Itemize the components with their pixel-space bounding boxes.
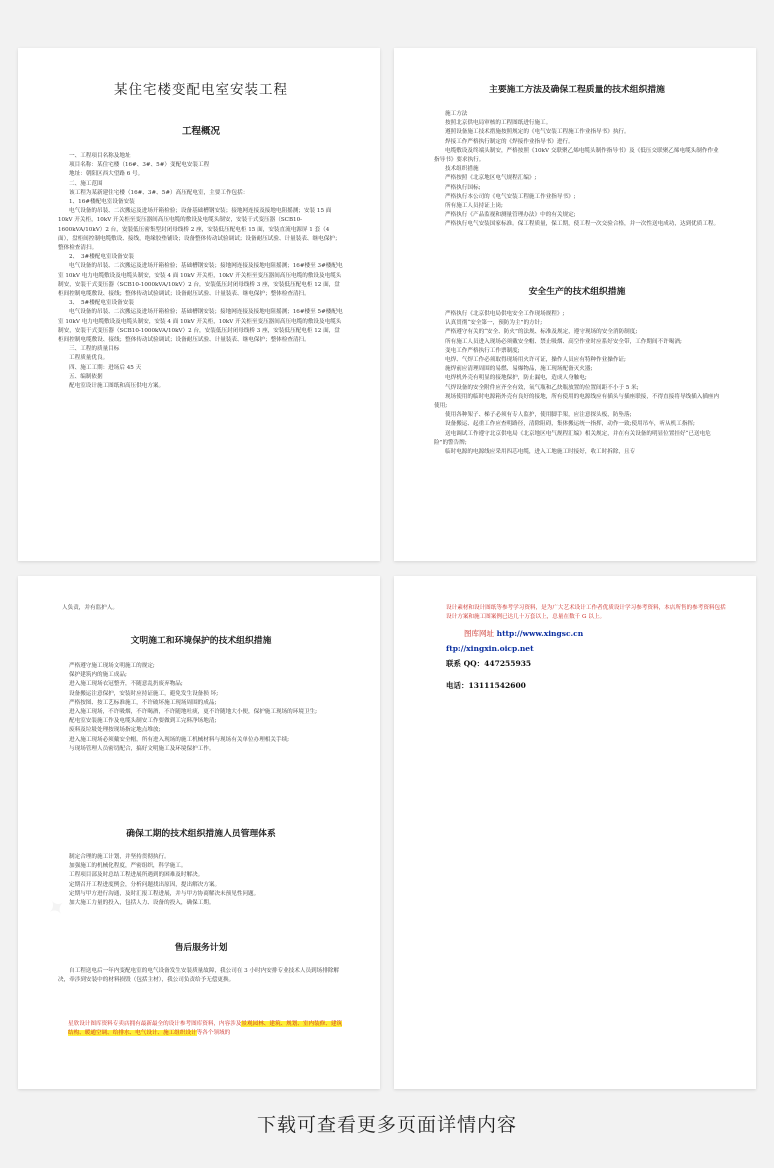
section-title: 工程概况 xyxy=(181,126,220,137)
text-line: 保护建筑内的施工成品; xyxy=(69,672,127,679)
more-pages-caption: 下载可查看更多页面详情内容 xyxy=(256,1114,517,1136)
text-line: 遵照设备施工技术措施按照规定的《电气安装工程施工作业指导书》执行。 xyxy=(445,129,630,136)
text-line: 地址：朝阳区西大望路 6 号。 xyxy=(69,171,144,178)
text-line: 变电工作严格执行工作票制度; xyxy=(445,347,520,354)
document-page-1 xyxy=(18,48,380,561)
text-line: 进入施工现场必须戴安全帽，所有进入现场的施工机械材料与现场有关单位办理相关手续; xyxy=(69,736,290,743)
site-row: 图库网址 http://www.xingsc.cn xyxy=(464,629,584,638)
text-line: 制定合理的施工计划，并坚持贯彻执行。 xyxy=(69,854,170,860)
text-line: 电气设备的吊装、二次搬运及进场开箱检验；设备基础槽钢安装；接地网连接及接地电阻摇测；安装 15 面 10kV 开关柜，10kV 开关柜至变压器间高压电缆的敷设及电缆头制安，安装干式变压器（SCB10-1600kVA/10kV）2 台，安装低压密集型封闭母线桥 2 座，安装低压配电柜 15 面，安装直流电源屏 1 套（4 面），盘柜间控制电缆敷设、接线，绝缘胶垫铺设；设备整体传动试验调试；设备耐压试验、计量装表、继电保护；整体检查清扫。 xyxy=(58,208,341,252)
section-title: 确保工期的技术组织措施人员管理体系 xyxy=(126,829,276,839)
document-title: 某住宅楼变配电室安装工程 xyxy=(114,82,288,98)
text-line: 按照北京供电局审核的工程图纸进行施工。 xyxy=(445,120,552,127)
phone-contact: 电话：13111542600 xyxy=(446,681,526,690)
text-line: 严格执行《北京供电局供电安全工作现场规程》; xyxy=(445,311,565,317)
text-line: 认真贯彻“安全第一，预防为主”的方针; xyxy=(445,320,543,327)
text-line: 严格按照《北京地区电气规程汇编》; xyxy=(445,175,537,182)
text-line: 焊接工作严格执行制定的《焊接作业指导书》进行。 xyxy=(445,138,574,145)
qq-contact: 联系 QQ：447255935 xyxy=(446,659,532,668)
notice-text: 设计素材和设计图纸等参考学习资料，是为广大艺术设计工作者优质设计学习参考资料，本店所售的参考资料包括设计方案和施工图案例已达几十万套以上，总量在数千 G 以上。 xyxy=(446,605,726,620)
text-line: 该工程为某新建住宅楼（16#、3#、5#）高压配电室，主要工作包括： xyxy=(69,189,249,196)
text-line: 五、编制依据 xyxy=(69,373,103,380)
text-line: 电焊、气焊工作必须取得现场用火许可证，操作人员应有特种作业操作证; xyxy=(445,357,626,364)
section-body xyxy=(58,662,344,754)
section-title: 售后服务计划 xyxy=(174,943,228,953)
promo-text: 星欣设计图库资料专卖店拥有最新最全的设计参考图库资料，内容涉及景观园林、建筑、规划、室内装修、建筑结构、暖通空调、给排水、电气设计、施工组织设计等各个领域的 xyxy=(68,1021,343,1036)
section-body xyxy=(434,110,720,230)
text-line: 二、施工范围 xyxy=(69,180,103,187)
text-line: 技术组织措施 xyxy=(445,166,479,173)
text-line: 所有施工人员进入现场必须戴安全帽、禁止吸烟、高空作业时应系好安全带，工作期间不许喝酒; xyxy=(445,338,682,345)
continued-line: 人负责，并有监护人。 xyxy=(62,605,118,611)
text-line: 电气设备的吊装、二次搬运及进场开箱检验；基础槽钢安装；接地网连接及接地电阻摇测；16#楼至 5#楼配电室 10kV 电力电缆敷设及电缆头制安，安装 4 面 10kV 开关柜，10kV 开关柜至变压器间高压电缆的敷设及电缆头制安，安装干式变压器（SCB10-1000kVA/10kV）2 台，安装低压封闭母线桥 3 座，安装低压配电柜 12 面，盘柜间控制电缆敷设、接线；整体传动试验调试；设备耐压试验、计量装表、继电保护；整体检查清扫。 xyxy=(58,309,343,344)
section-body xyxy=(434,310,720,457)
text-line: 严格遵守有关的“安全、防火”的法规、标准及规定，遵守现场的安全消防制度; xyxy=(445,329,638,336)
text-line: 配电室安装施工作及电缆头制安工作要做到工完料净场地清; xyxy=(69,718,217,725)
text-line: 废料及垃圾处理按现场指定地点堆放; xyxy=(69,727,161,734)
section-title: 安全生产的技术组织措施 xyxy=(528,287,626,297)
text-line: 电焊机外壳有明显的接地保护，防止漏电，造成人身触电; xyxy=(445,375,587,382)
text-line: 进入施工现场，不许吸烟，不许喝酒，不许随地吐痰，更不许随地大小便，保护施工现场的环境卫生; xyxy=(69,709,318,716)
text-line: 3、 5#楼配电室设备安装 xyxy=(69,300,134,307)
document-page-3 xyxy=(18,576,380,1089)
text-line: 严格执行《产品监视和测量管理办法》中的有关规定; xyxy=(445,212,576,219)
text-line: 配电室设计施工图纸和高压供电方案。 xyxy=(69,383,165,390)
site-link[interactable]: http://www.xingsc.cn xyxy=(496,629,584,638)
text-line: 定期召开工程进度例会，分析问题找出原因，提出解决方案。 xyxy=(69,881,221,888)
text-line: 进入施工现场衣冠整齐，不随意乱扔废弃物品; xyxy=(69,681,183,688)
text-line: 严格执行本公司的《电气安装工程施工作业指导书》; xyxy=(445,193,576,200)
text-line: 项目名称：某住宅楼（16#、3#、5#）变配电安装工程 xyxy=(69,162,210,169)
text-line: 1、16#楼配电室设备安装 xyxy=(69,199,135,206)
text-line: 严格遵守施工现场文明施工的规定; xyxy=(69,663,155,669)
text-line: 临时电源的电源线应采用四芯电缆，进入工地施工时接好，收工时拆除，且专 xyxy=(445,449,636,456)
text-line: 与现场管理人员密切配合，搞好文明施工及环境保护工作。 xyxy=(69,745,215,752)
ftp-link[interactable]: ftp://xingxin.oicp.net xyxy=(446,644,534,653)
text-line: 定期与甲方进行沟通，及时汇报工程进展，并与甲方协商解决未预见性问题。 xyxy=(69,890,260,897)
text-line: 气焊设备的安全附件应齐全有效，氧气瓶和乙炔瓶放置的位置间距不小于 5 米; xyxy=(445,384,639,391)
text-line: 施焊前应清理周围的易燃、易爆物品，施工现场配备灭火器; xyxy=(445,366,593,373)
section-body xyxy=(58,152,344,391)
text-line: 2、 3#楼配电室设备安装 xyxy=(69,254,134,261)
text-line: 加大施工力量的投入，包括人力、设备的投入，确保工期。 xyxy=(69,900,215,907)
section-title: 主要施工方法及确保工程质量的技术组织措施 xyxy=(489,85,665,95)
text-line: 三、工程的质量目标 xyxy=(69,346,120,353)
text-line: 四、施工工期：进场后 45 天 xyxy=(69,364,142,371)
document-page-2 xyxy=(394,48,756,561)
text-line: 一、工程项目名称及地址 xyxy=(69,153,131,159)
text-line: 使用各种架子、梯子必须有专人监护，使用脚手架，应注意探头板，防坠落; xyxy=(445,412,632,419)
text-line: 电气设备的吊装、二次搬运及进场开箱检验；基础槽钢安装；接地网连接及接地电阻摇测；16#楼至 3#楼配电室 10kV 电力电缆敷设及电缆头制安，安装 4 面 10kV 开关柜，10kV 开关柜至变压器间高压电缆的敷设及电缆头制安，安装干式变压器（SCB10-1000kVA/10kV）2 台，安装低压封闭母线桥 3 座，安装低压配电柜 12 面，盘柜间控制电缆敷设、接线；整体传动试验调试；设备耐压试验、计量装表、继电保护；整体检查清扫。 xyxy=(58,263,343,298)
text-line: 设备搬运、起重工作应查明路径，清除阻碍，集体搬运统一指挥，动作一致;使用吊车，听从机工指挥; xyxy=(445,421,695,428)
text-line: 工程项目部及时总结工程进展所遇到的困难及时解决。 xyxy=(69,872,204,879)
text-line: 所有施工人员持证上岗; xyxy=(445,203,503,210)
section-title: 文明施工和环境保护的技术组织措施 xyxy=(130,636,272,646)
section-body: 自工程送电后一年内变配电室的电气设备发生安装质量故障，我公司在 3 小时内安排专业技术人员到场排除解决，牵涉到安装中的材料损毁（包括主材），我公司负责给予无偿更换。 xyxy=(58,968,340,984)
section-body xyxy=(58,853,344,908)
text-line: 现场使用的临时电源箱外壳有良好的接地，所有使用的电源线应有插头与插座联接，不得直接将导线插入插座内使用; xyxy=(434,393,720,410)
text-line: 加强施工的机械化程度，严密组织，科学施工。 xyxy=(69,863,187,870)
document-page-4 xyxy=(394,576,756,1089)
text-line: 严格执行电气安装国家标准。保工程质量，保工期，使工程一次交验合格，并一次性送电成功，达到优质工程。 xyxy=(445,221,720,228)
text-line: 施工方法 xyxy=(445,111,468,117)
text-line: 严格执行国标; xyxy=(445,184,481,191)
text-line: 电缆敷设及终端头制安，严格按照《10kV 交联聚乙烯电缆头制作指导书》及《低压交联聚乙烯电缆头制作作业指导书》要求执行。 xyxy=(434,147,719,164)
text-line: 送电调试工作遵守北京供电局《北京地区电气规程汇编》相关规定，并在有关设备的明显位置挂好“已送电危险”的警告牌; xyxy=(434,430,711,446)
text-line: 严格按图、按工艺标准施工，不许破坏施工现场周围的成品; xyxy=(69,699,217,706)
text-line: 设备搬运注意保护，安装时应持证施工，避免发生设备损 坏; xyxy=(69,690,219,697)
text-line: 工程质量优良。 xyxy=(69,355,109,362)
